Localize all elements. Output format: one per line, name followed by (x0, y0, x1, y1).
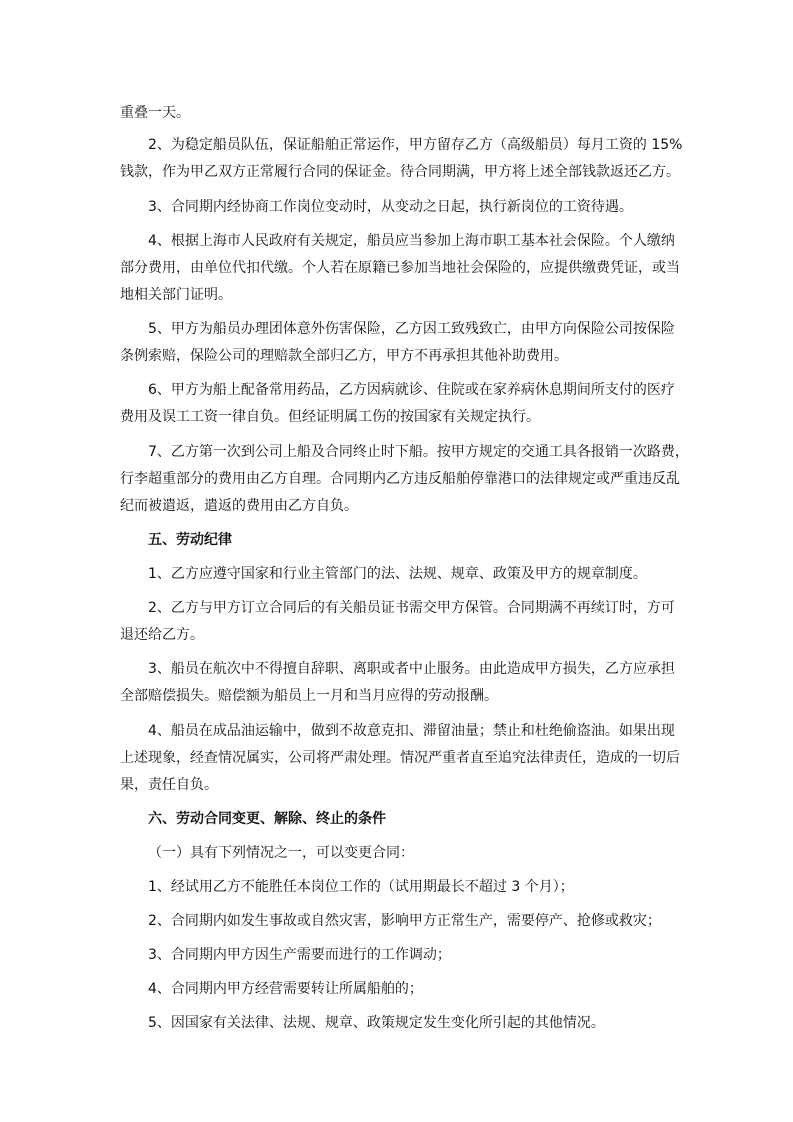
paragraph-line: 重叠一天。 (120, 105, 190, 121)
paragraph-line: 7、乙方第一次到公司上船及合同终止时下船。按甲方规定的交通工具各报销一次路费， (148, 444, 689, 460)
list-item: 3、合同期内甲方因生产需要而进行的工作调动； (148, 947, 451, 963)
paragraph-line: 纪而被遣返，遣返的费用由乙方自负。 (120, 498, 358, 514)
paragraph-line: 费用及误工工资一律自负。但经证明属工伤的按国家有关规定执行。 (120, 409, 540, 425)
paragraph-line: 全部赔偿损失。赔偿额为船员上一月和当月应得的劳动报酬。 (120, 688, 498, 704)
section-heading: 五、劳动纪律 (148, 532, 232, 548)
paragraph-line: 2、乙方与甲方订立合同后的有关船员证书需交甲方保管。合同期满不再续订时，方可 (148, 600, 675, 616)
paragraph-line: 6、甲方为船上配备常用药品，乙方因病就诊、住院或在家养病休息期间所支付的医疗 (148, 382, 675, 398)
section-heading: 六、劳动合同变更、解除、终止的条件 (148, 811, 386, 827)
paragraph-line: 3、船员在航次中不得擅自辞职、离职或者中止服务。由此造成甲方损失，乙方应承担 (148, 661, 675, 677)
list-item: 2、合同期内如发生事故或自然灾害，影响甲方正常生产，需要停产、抢修或救灾； (148, 913, 661, 929)
paragraph-line: 部分费用，由单位代扣代缴。个人若在原籍已参加当地社会保险的，应提供缴费凭证，或当 (120, 260, 680, 276)
paragraph-line: 2、为稳定船员队伍，保证船舶正常运作，甲方留存乙方（高级船员）每月工资的 15% (148, 137, 683, 153)
list-item: 1、经试用乙方不能胜任本岗位工作的（试用期最长不超过 3 个月）； (148, 879, 574, 895)
paragraph-line: 3、合同期内经协商工作岗位变动时，从变动之日起，执行新岗位的工资待遇。 (148, 199, 633, 215)
sub-heading: （一）具有下列情况之一，可以变更合同： (148, 845, 414, 861)
list-item: 5、因国家有关法律、法规、规章、政策规定发生变化所引起的其他情况。 (148, 1015, 605, 1031)
paragraph-line: 条例索赔，保险公司的理赔款全部归乙方，甲方不再承担其他补助费用。 (120, 348, 568, 364)
paragraph-line: 1、乙方应遵守国家和行业主管部门的法、法规、规章、政策及甲方的规章制度。 (148, 566, 647, 582)
paragraph-line: 5、甲方为船员办理团体意外伤害保险，乙方因工致残致亡，由甲方向保险公司按保险 (148, 321, 675, 337)
paragraph-line: 果，责任自负。 (120, 777, 218, 793)
paragraph-line: 4、船员在成品油运输中，做到不故意克扣、滞留油量；禁止和杜绝偷盗油。如果出现 (148, 723, 675, 739)
paragraph-line: 钱款，作为甲乙双方正常履行合同的保证金。待合同期满，甲方将上述全部钱款返还乙方。 (120, 164, 680, 180)
paragraph-line: 退还给乙方。 (120, 627, 204, 643)
paragraph-line: 行李超重部分的费用由乙方自理。合同期内乙方违反船舶停靠港口的法律规定或严重违反乱 (120, 471, 680, 487)
paragraph-line: 地相关部门证明。 (120, 287, 232, 303)
list-item: 4、合同期内甲方经营需要转让所属船舶的； (148, 981, 423, 997)
paragraph-line: 4、根据上海市人民政府有关规定，船员应当参加上海市职工基本社会保险。个人缴纳 (148, 233, 675, 249)
paragraph-line: 上述现象，经查情况属实，公司将严肃处理。情况严重者直至追究法律责任，造成的一切后 (120, 750, 680, 766)
